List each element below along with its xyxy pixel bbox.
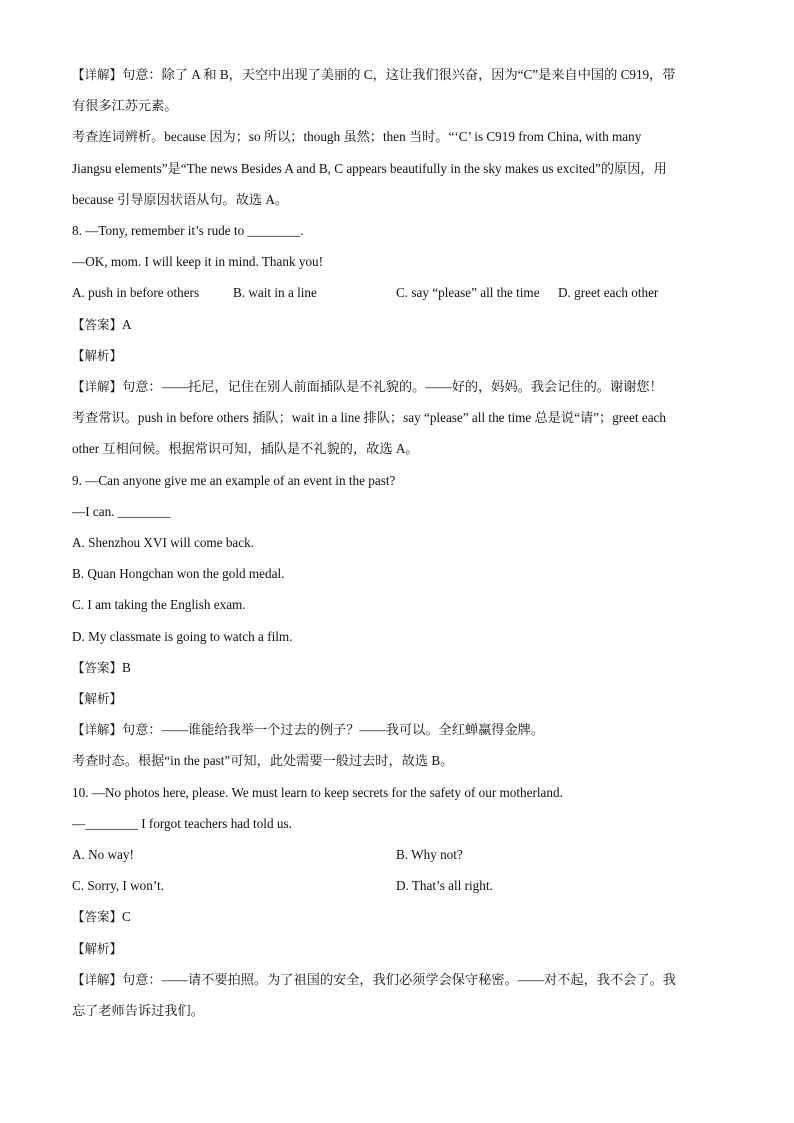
text-line: A. Shenzhou XVI will come back. — [72, 535, 255, 550]
section-tag: 【答案】 — [72, 660, 123, 675]
tag-text: A — [122, 317, 132, 332]
text-line: 8. —Tony, remember it’s rude to ________. — [72, 223, 304, 238]
text-line: 考查常识。push in before others 插队；wait in a line 排队；say “please” all the time 总是说“请”；greet each — [72, 410, 667, 425]
text-line: because 引导原因状语从句。故选 A。 — [72, 192, 289, 207]
text-line: 考查时态。根据“in the past”可知，此处需要一般过去时，故选 B。 — [72, 753, 454, 768]
text-line — [72, 908, 722, 926]
section-tag: 【详解】 — [72, 379, 123, 394]
text-line: 考查连词辨析。because 因为；so 所以；though 虽然；then 当时。“‘C’ is C919 from China, with many — [72, 129, 642, 144]
tag-text: B — [122, 660, 131, 675]
text-line — [72, 378, 722, 396]
section-tag: 【详解】 — [72, 67, 123, 82]
section-tag: 【解析】 — [72, 691, 123, 706]
section-tag: 【详解】 — [72, 972, 123, 987]
tag-text: 句意：除了 A 和 B，天空中出现了美丽的 C，这让我们很兴奋，因为“C”是来自中国的 C919，带 — [122, 67, 676, 82]
text-line: D. My classmate is going to watch a film. — [72, 629, 293, 644]
text-line — [72, 971, 722, 989]
text-line — [72, 347, 722, 365]
text-line — [72, 659, 722, 677]
text-line: C. I am taking the English exam. — [72, 597, 246, 612]
text-line — [72, 66, 722, 84]
section-tag: 【详解】 — [72, 722, 123, 737]
tag-text: 句意：——谁能给我举一个过去的例子？——我可以。全红蝉赢得金牌。 — [122, 722, 545, 737]
text-line — [72, 316, 722, 334]
tag-text: 句意：——托尼，记住在别人前面插队是不礼貌的。——好的，妈妈。我会记住的。谢谢您！ — [122, 379, 663, 394]
text-line: —I can. ________ — [72, 504, 171, 519]
text-line — [72, 690, 722, 708]
tag-text: C — [122, 909, 131, 924]
text-line: 有很多江苏元素。 — [72, 98, 178, 113]
section-tag: 【答案】 — [72, 909, 123, 924]
text-line — [72, 721, 722, 739]
answer-option: D. That’s all right. — [396, 878, 493, 893]
text-line: —________ I forgot teachers had told us. — [72, 816, 292, 831]
tag-text: 句意：——请不要拍照。为了祖国的安全，我们必须学会保守秘密。——对不起，我不会了。我 — [122, 972, 676, 987]
text-line: other 互相问候。根据常识可知，插队是不礼貌的，故选 A。 — [72, 441, 419, 456]
text-line: 10. —No photos here, please. We must learn to keep secrets for the safety of our motherland. — [72, 785, 563, 800]
answer-option: B. wait in a line — [233, 285, 317, 300]
answer-option: A. No way! — [72, 847, 134, 862]
text-line: 9. —Can anyone give me an example of an event in the past? — [72, 473, 396, 488]
text-line: Jiangsu elements”是“The news Besides A and B, C appears beautifully in the sky makes us excited”的原因，用 — [72, 161, 667, 176]
answer-option: D. greet each other — [558, 285, 659, 300]
text-line: B. Quan Hongchan won the gold medal. — [72, 566, 285, 581]
section-tag: 【答案】 — [72, 317, 123, 332]
answer-option: B. Why not? — [396, 847, 463, 862]
section-tag: 【解析】 — [72, 941, 123, 956]
answer-option: C. Sorry, I won’t. — [72, 878, 164, 893]
text-line: —OK, mom. I will keep it in mind. Thank you! — [72, 254, 324, 269]
answer-option: A. push in before others — [72, 285, 200, 300]
section-tag: 【解析】 — [72, 348, 123, 363]
text-line — [72, 940, 722, 958]
text-line: 忘了老师告诉过我们。 — [72, 1003, 204, 1018]
answer-option: C. say “please” all the time — [396, 285, 540, 300]
